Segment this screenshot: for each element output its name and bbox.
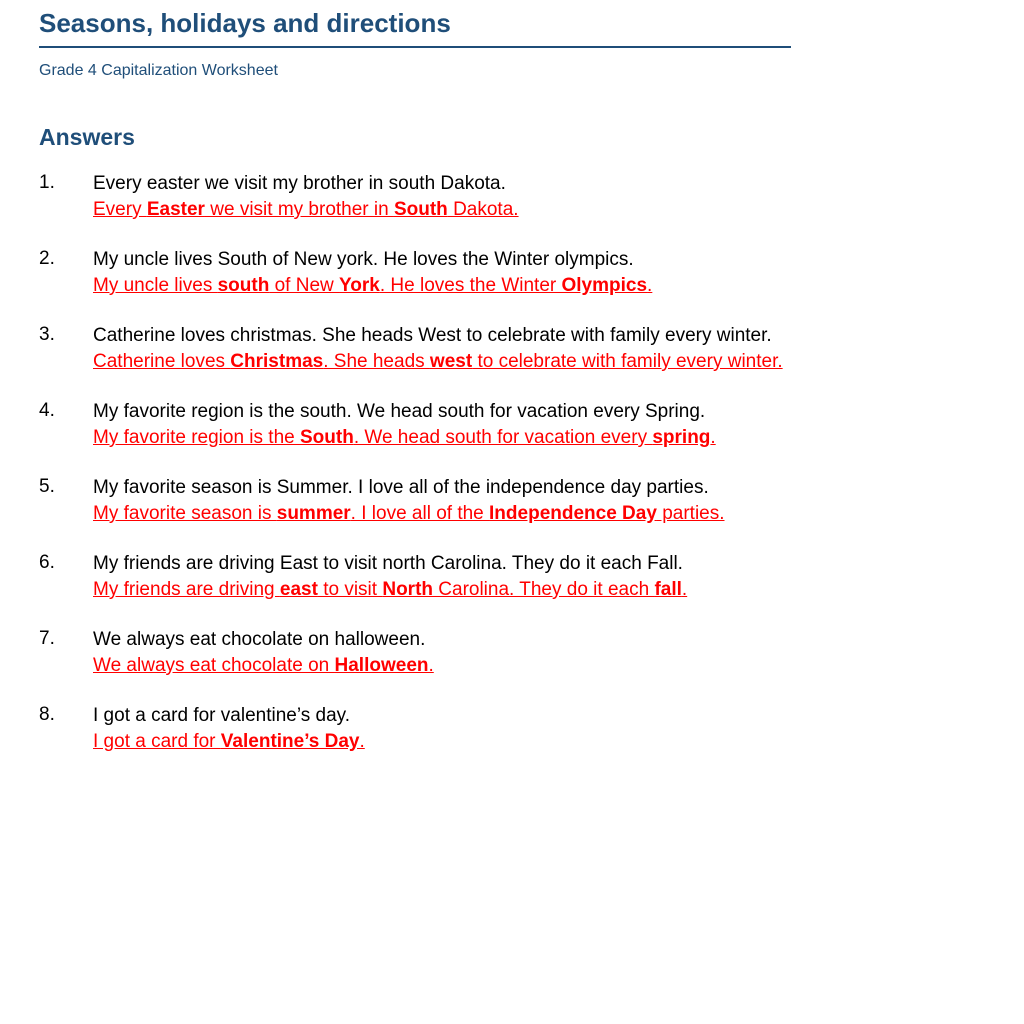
answer-segment: . I love all of the — [350, 503, 490, 524]
answer-segment: . — [359, 731, 365, 752]
title-divider — [39, 46, 791, 48]
item-number: 1. — [39, 172, 55, 193]
question-text: My favorite season is Summer. I love all of the independence day parties. — [93, 477, 709, 498]
answer-segment: . We head south for vacation every — [353, 427, 653, 448]
corrected-word: spring — [652, 427, 711, 448]
answer-segment: to visit — [317, 579, 383, 600]
answer-text — [93, 576, 799, 604]
list-item — [39, 248, 799, 300]
answer-segment: Every — [93, 199, 147, 220]
answer-text — [93, 348, 799, 376]
question-text: Catherine loves christmas. She heads West to celebrate with family every winter. — [93, 325, 772, 346]
answer-text — [93, 424, 799, 452]
answer-segment: . He loves the Winter — [379, 275, 562, 296]
list-item — [39, 552, 799, 604]
answer-segment: . She heads — [323, 351, 430, 372]
answer-segment: My friends are driving — [93, 579, 280, 600]
page-title: Seasons, holidays and directions — [39, 8, 451, 38]
corrected-word: Olympics — [561, 275, 648, 296]
list-item — [39, 172, 799, 224]
corrected-word: Valentine’s Day — [220, 731, 360, 752]
item-number: 2. — [39, 248, 55, 269]
answer-segment: I got a card for — [93, 731, 221, 752]
answer-segment: My favorite region is the — [93, 427, 300, 448]
question-text: My friends are driving East to visit north Carolina. They do it each Fall. — [93, 553, 683, 574]
corrected-word: South — [299, 427, 354, 448]
list-item — [39, 400, 799, 452]
answer-segment: My favorite season is — [93, 503, 277, 524]
answer-segment: to celebrate with family every winter. — [472, 351, 783, 372]
corrected-word: South — [393, 199, 448, 220]
answer-segment: We always eat chocolate on — [93, 655, 335, 676]
page-subtitle: Grade 4 Capitalization Worksheet — [39, 62, 278, 79]
item-number: 7. — [39, 628, 55, 649]
answer-text — [93, 728, 799, 756]
answer-segment: . — [428, 655, 434, 676]
question-text: My favorite region is the south. We head south for vacation every Spring. — [93, 401, 706, 422]
question-text: My uncle lives South of New york. He loves the Winter olympics. — [93, 249, 634, 270]
answer-segment: Carolina. They do it each — [433, 579, 655, 600]
list-item — [39, 476, 799, 528]
corrected-word: Easter — [146, 199, 205, 220]
answer-segment: of New — [269, 275, 340, 296]
answer-text — [93, 652, 799, 680]
answer-list — [39, 172, 799, 780]
list-item — [39, 704, 799, 756]
answer-text — [93, 196, 799, 224]
question-text: I got a card for valentine’s day. — [93, 705, 351, 726]
list-item — [39, 324, 799, 376]
answer-segment: . — [710, 427, 716, 448]
corrected-word: Independence Day — [489, 503, 657, 524]
corrected-word: York — [339, 275, 380, 296]
corrected-word: west — [429, 351, 473, 372]
corrected-word: Halloween — [334, 655, 429, 676]
answer-segment: . — [681, 579, 688, 600]
corrected-word: North — [382, 579, 433, 600]
answer-segment: Dakota. — [447, 199, 519, 220]
section-title: Answers — [39, 124, 135, 150]
corrected-word: Christmas — [230, 351, 324, 372]
question-text: Every easter we visit my brother in south Dakota. — [93, 173, 506, 194]
item-number: 4. — [39, 400, 55, 421]
item-number: 8. — [39, 704, 55, 725]
question-text: We always eat chocolate on halloween. — [93, 629, 426, 650]
answer-segment: My uncle lives — [93, 275, 218, 296]
item-number: 6. — [39, 552, 55, 573]
corrected-word: fall — [654, 579, 682, 600]
answer-text — [93, 272, 799, 300]
answer-segment: Catherine loves — [93, 351, 231, 372]
answer-text — [93, 500, 799, 528]
item-number: 5. — [39, 476, 55, 497]
corrected-word: east — [279, 579, 318, 600]
answer-segment: parties. — [656, 503, 725, 524]
item-number: 3. — [39, 324, 55, 345]
answer-segment: . — [647, 275, 653, 296]
answer-segment: we visit my brother in — [204, 199, 394, 220]
corrected-word: south — [217, 275, 270, 296]
list-item — [39, 628, 799, 680]
corrected-word: summer — [276, 503, 351, 524]
